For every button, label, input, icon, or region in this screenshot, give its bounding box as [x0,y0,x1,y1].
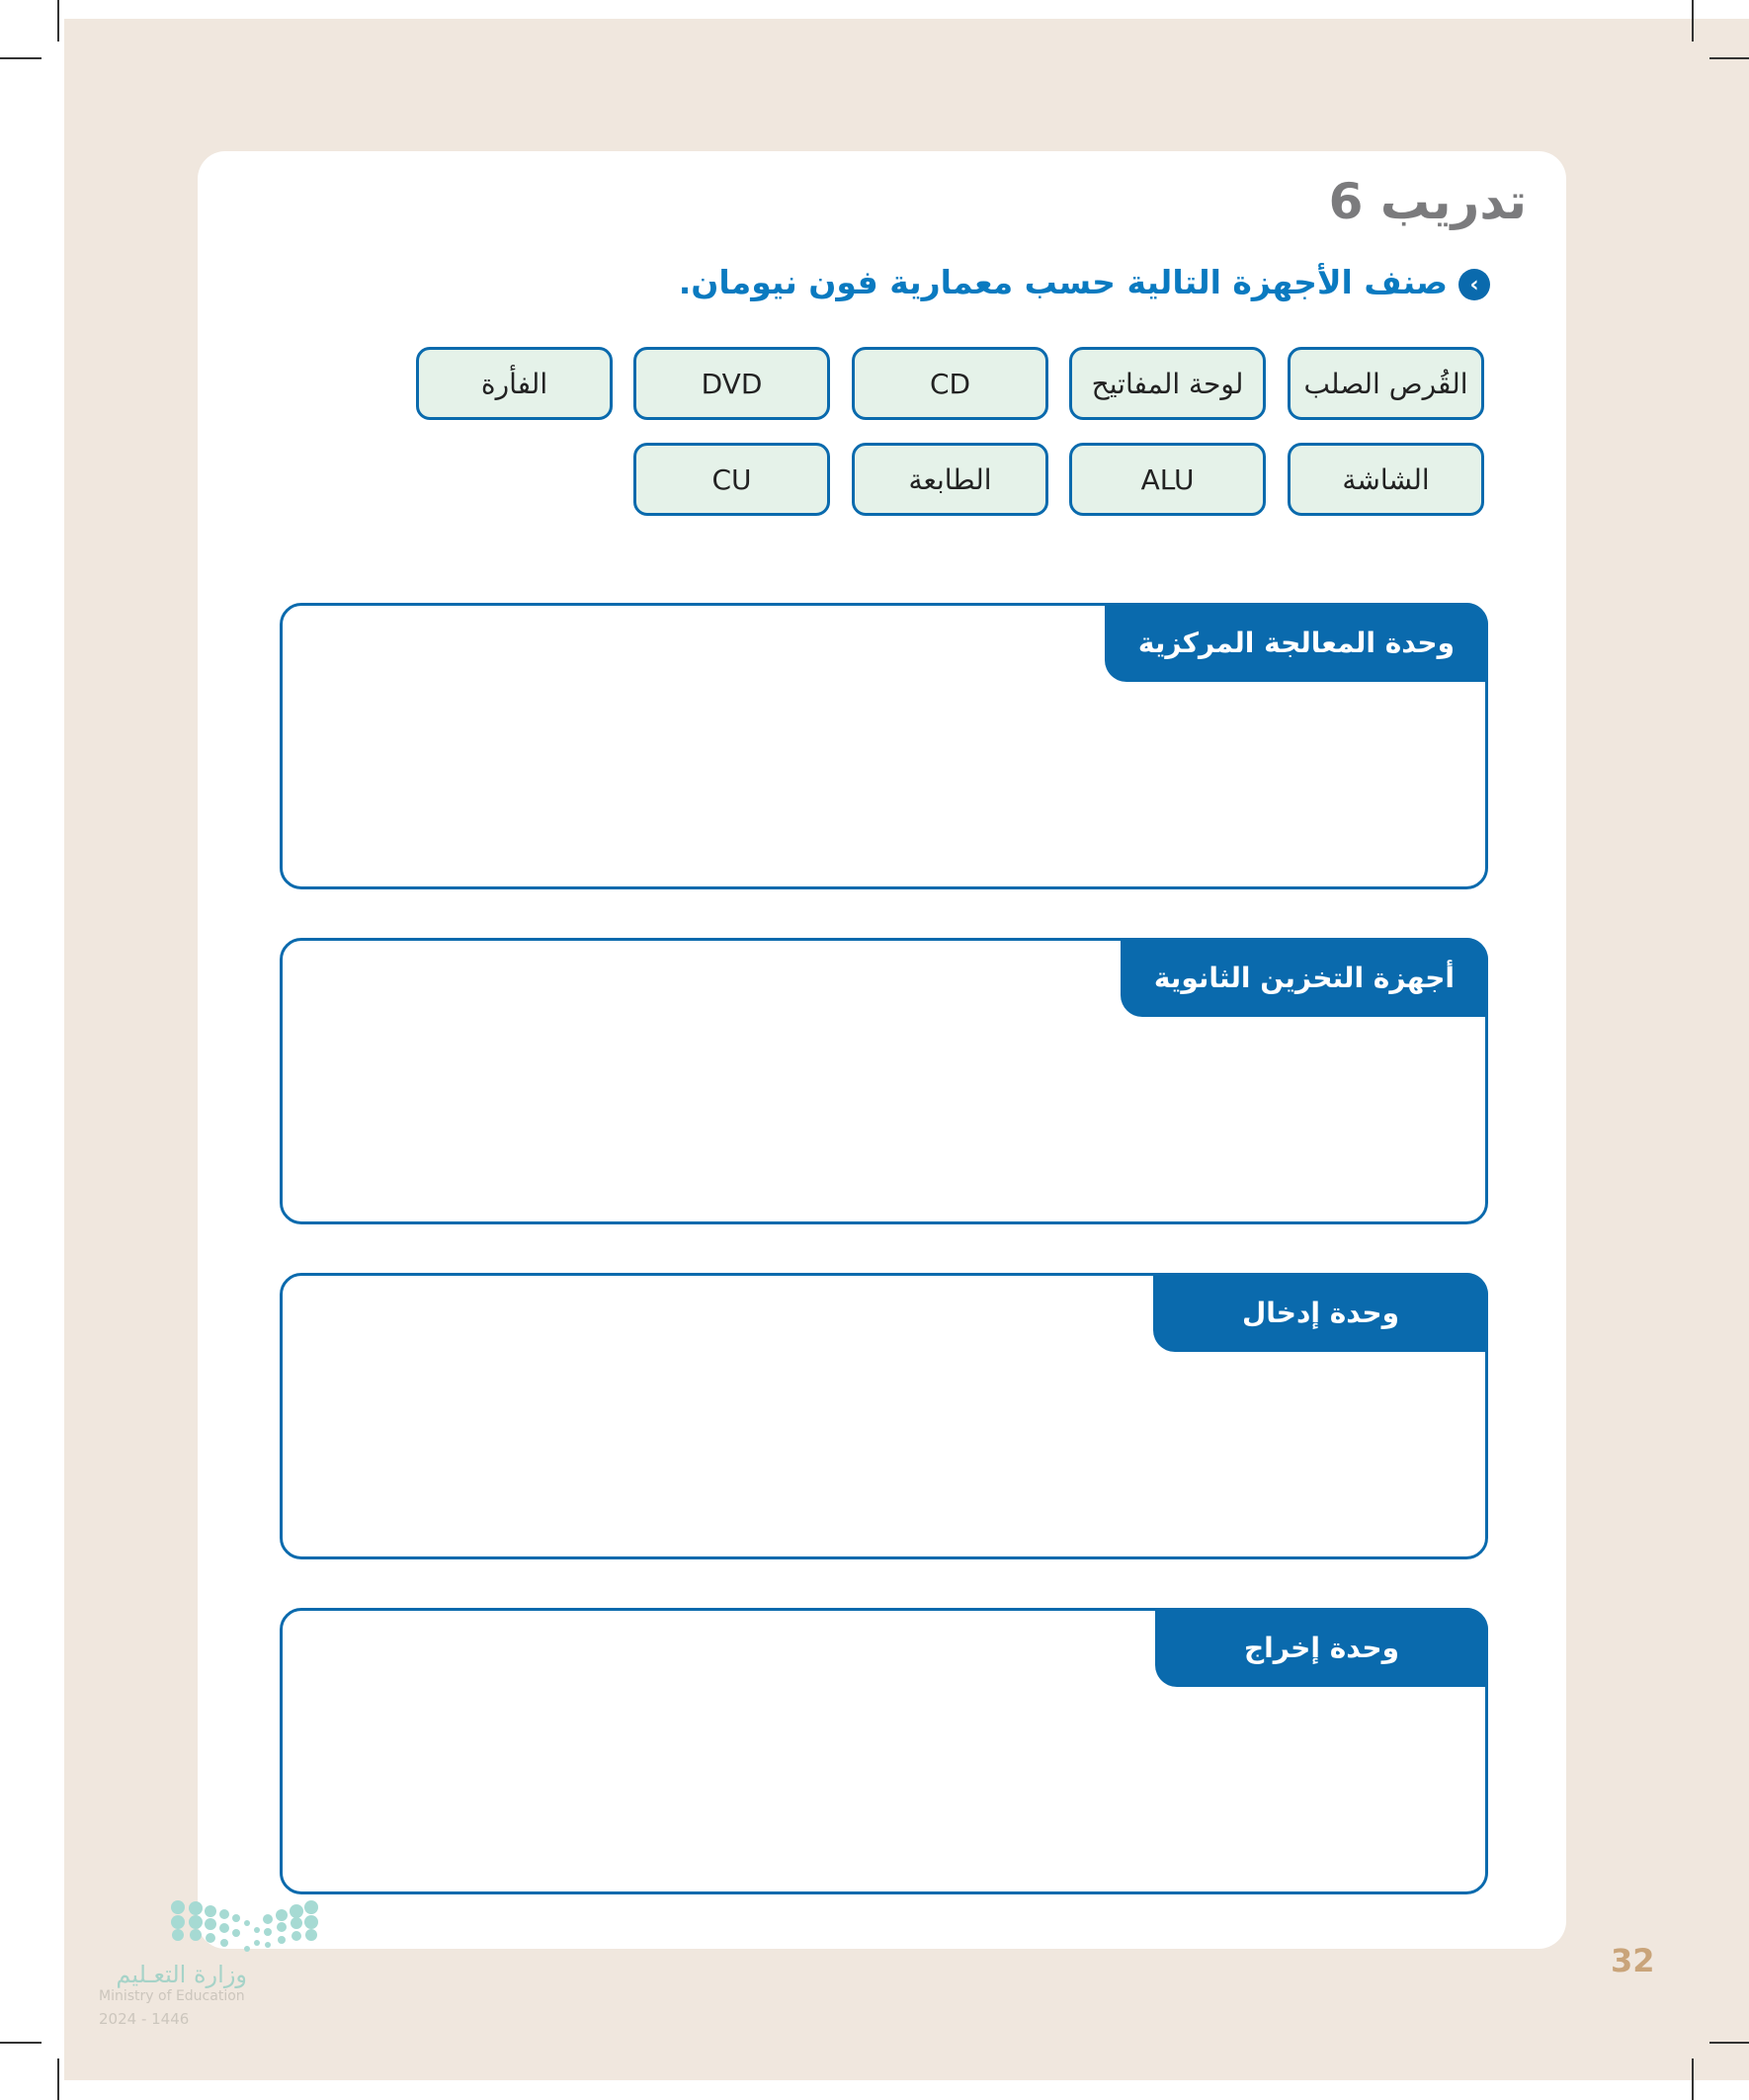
chevron-left-icon: ‹ [1458,269,1490,300]
device-chip[interactable]: CU [633,443,830,516]
category-label: وحدة إدخال [1153,1273,1488,1352]
device-chip[interactable]: ALU [1069,443,1266,516]
crop-mark [57,0,59,42]
device-chip[interactable]: DVD [633,347,830,420]
crop-mark [0,2042,42,2044]
category-label: وحدة المعالجة المركزية [1105,603,1488,682]
instruction-text: صنف الأجهزة التالية حسب معمارية فون نيومان. [678,263,1448,301]
crop-mark [0,57,42,59]
crop-mark [57,2058,59,2100]
category-box-input[interactable] [280,1273,1488,1559]
ministry-logo [99,1897,326,2028]
crop-mark [1692,2058,1694,2100]
edition-year: 2024 - 1446 [99,2010,190,2028]
category-label: وحدة إخراج [1155,1608,1488,1687]
device-chip[interactable]: لوحة المفاتيح [1069,347,1266,420]
device-chip[interactable]: CD [852,347,1048,420]
logo-dots-icon [99,1897,326,1957]
device-chip[interactable]: الفأرة [416,347,613,420]
category-box-output[interactable] [280,1608,1488,1894]
device-chip[interactable]: القُرص الصلب [1288,347,1484,420]
device-chip[interactable]: الطابعة [852,443,1048,516]
device-chip[interactable]: الشاشة [1288,443,1484,516]
crop-mark [1709,2042,1749,2044]
crop-mark [1709,57,1749,59]
exercise-title: تدريب 6 [1328,173,1527,230]
category-box-storage[interactable] [280,938,1488,1224]
ministry-name-en: Ministry of Education [99,1988,245,2004]
category-box-cpu[interactable] [280,603,1488,889]
category-label: أجهزة التخزين الثانوية [1121,938,1488,1017]
page-number: 32 [1611,1942,1655,1979]
crop-mark [1692,0,1694,42]
ministry-name-ar: وزارة التعـليم [116,1961,247,1988]
